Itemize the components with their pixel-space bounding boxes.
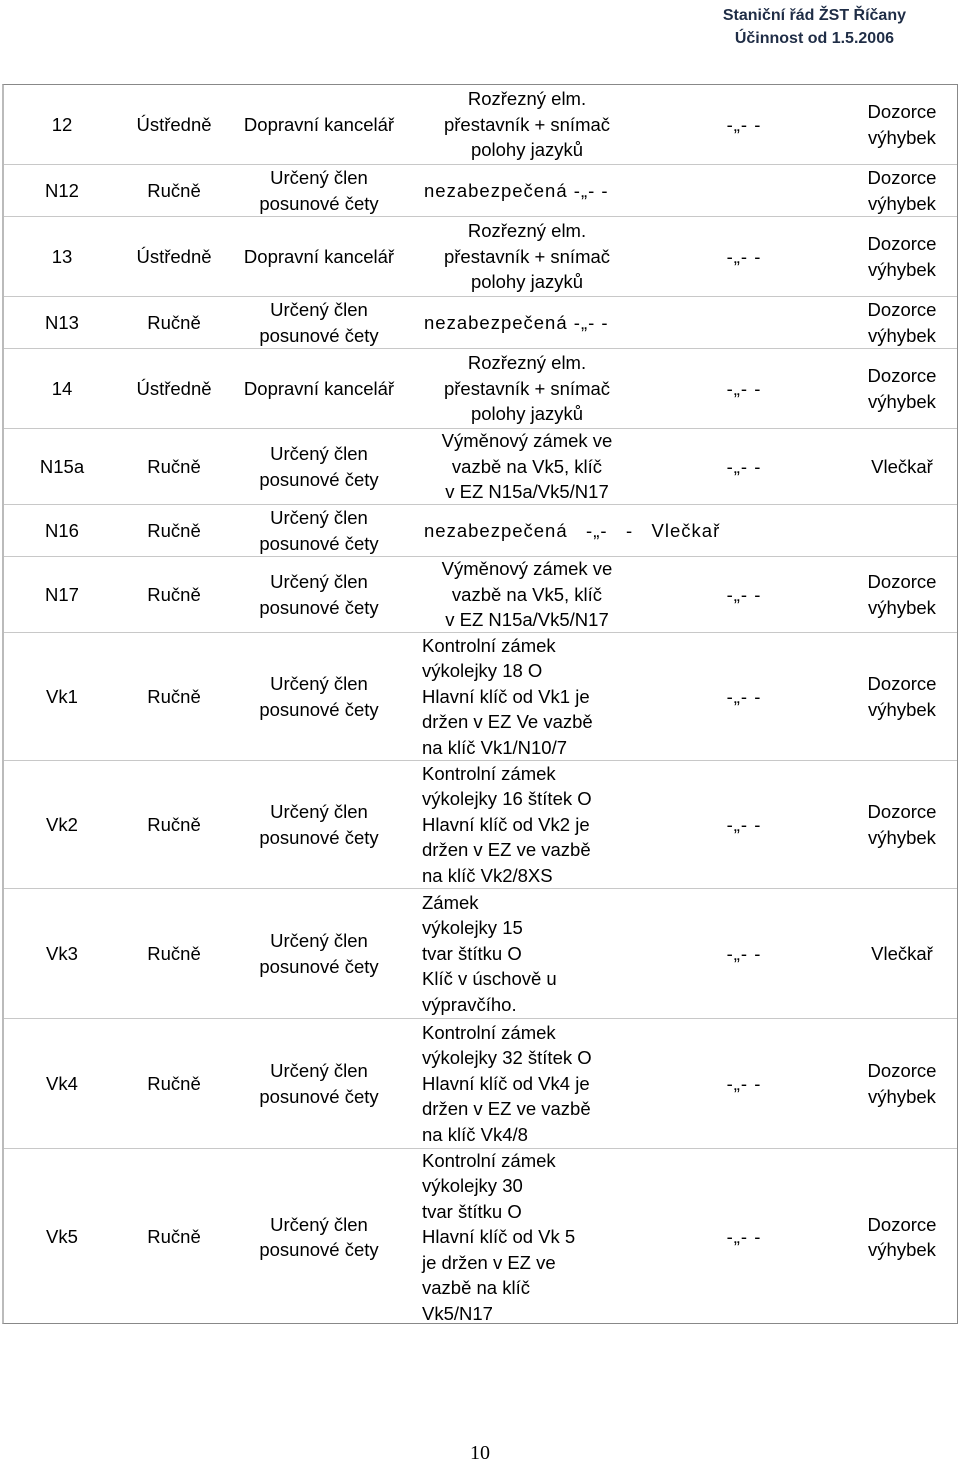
operated-from: Určený člen posunové čety [259, 167, 379, 214]
table-row [4, 349, 957, 429]
header-validity: Účinnost od 1.5.2006 [734, 30, 894, 47]
table-row [4, 889, 957, 1019]
ditto-mark: -„- - [726, 455, 762, 477]
page-header [723, 4, 906, 50]
page-number: 10 [470, 1442, 490, 1464]
responsible-person: Dozorce výhybek [867, 571, 937, 618]
table-row [4, 633, 957, 761]
ditto-mark: -„- - [726, 1072, 762, 1094]
switch-id: Vk3 [46, 942, 78, 964]
operated-from: Určený člen posunové čety [259, 571, 379, 618]
securing-method: Výměnový zámek ve vazbě na Vk5, klíč v EZ N15a/Vk5/N17 [441, 430, 613, 503]
table-row [4, 429, 957, 505]
securing-method: Kontrolní zámek výkolejky 16 štítek O Hlavní klíč od Vk2 je držen v EZ ve vazbě na klíč Vk2/8XS [422, 762, 592, 886]
ditto-mark: -„- - [726, 1226, 762, 1248]
operation-mode: Ručně [147, 1226, 201, 1248]
securing-method: Rozřezný elm. přestavník + snímač polohy jazyků [443, 352, 611, 425]
operation-mode: Ručně [147, 942, 201, 964]
operation-mode: Ústředně [136, 113, 212, 135]
responsible-person: Dozorce výhybek [867, 101, 937, 148]
switch-id: N17 [45, 583, 79, 605]
switch-id: 12 [51, 113, 73, 135]
table-row [4, 1019, 957, 1149]
responsible-person: Dozorce výhybek [867, 1213, 937, 1260]
ditto-mark: -„- - [726, 942, 762, 964]
switch-id: 13 [51, 245, 73, 267]
securing-method: nezabezpečená -„- - [424, 311, 609, 333]
table-row [4, 217, 957, 297]
table-row [4, 85, 957, 165]
responsible-person: Vlečkař [871, 455, 933, 477]
operated-from: Určený člen posunové čety [259, 1060, 379, 1107]
table-row [4, 1149, 957, 1325]
responsible-person: Dozorce výhybek [867, 801, 937, 848]
operated-from: Určený člen posunové čety [259, 801, 379, 848]
ditto-mark: -„- - [726, 583, 762, 605]
operation-mode: Ručně [147, 813, 201, 835]
switch-id: Vk5 [46, 1226, 78, 1248]
responsible-person: Dozorce výhybek [867, 167, 937, 214]
ditto-mark: -„- - [726, 813, 762, 835]
operated-from: Určený člen posunové čety [259, 299, 379, 346]
securing-method: nezabezpečená -„- - Vlečkař [424, 519, 721, 541]
table-row [4, 165, 957, 217]
operation-mode: Ručně [147, 583, 201, 605]
operated-from: Určený člen posunové čety [259, 507, 379, 554]
header-title: Staniční řád ŽST Říčany [722, 7, 906, 24]
operation-mode: Ručně [147, 455, 201, 477]
switch-id: Vk1 [46, 685, 78, 707]
responsible-person: Dozorce výhybek [867, 233, 937, 280]
switch-id: 14 [51, 377, 73, 399]
responsible-person: Dozorce výhybek [867, 365, 937, 412]
table-row [4, 505, 957, 557]
operation-mode: Ručně [147, 311, 201, 333]
securing-method: Výměnový zámek ve vazbě na Vk5, klíč v EZ N15a/Vk5/N17 [441, 558, 613, 631]
operation-mode: Ručně [147, 685, 201, 707]
responsible-person: Dozorce výhybek [867, 299, 937, 346]
responsible-person: Dozorce výhybek [867, 673, 937, 720]
table-row [4, 761, 957, 889]
securing-method: Kontrolní zámek výkolejky 32 štítek O Hlavní klíč od Vk4 je držen v EZ ve vazbě na klíč Vk4/8 [422, 1021, 592, 1145]
operated-from: Určený člen posunové čety [259, 443, 379, 490]
operation-mode: Ústředně [136, 377, 212, 399]
switch-table [2, 84, 958, 1324]
responsible-person: Dozorce výhybek [867, 1060, 937, 1107]
securing-method: Kontrolní zámek výkolejky 30 tvar štítku O Hlavní klíč od Vk 5 je držen v EZ ve vazbě na klíč Vk5/N17 [422, 1149, 576, 1324]
operated-from: Určený člen posunové čety [259, 673, 379, 720]
operation-mode: Ručně [147, 179, 201, 201]
operated-from: Určený člen posunové čety [259, 1213, 379, 1260]
table-row [4, 557, 957, 633]
switch-id: Vk4 [46, 1072, 78, 1094]
table-row [4, 297, 957, 349]
securing-method: nezabezpečená -„- - [424, 179, 609, 201]
switch-id: N12 [45, 179, 79, 201]
operated-from: Určený člen posunové čety [259, 930, 379, 977]
switch-id: N15a [39, 455, 85, 477]
operated-from: Dopravní kancelář [243, 245, 395, 267]
operation-mode: Ručně [147, 1072, 201, 1094]
switch-id: N16 [45, 519, 79, 541]
securing-method: Rozřezný elm. přestavník + snímač polohy jazyků [443, 220, 611, 293]
operation-mode: Ústředně [136, 245, 212, 267]
securing-method: Rozřezný elm. přestavník + snímač polohy jazyků [443, 88, 611, 161]
securing-method: Kontrolní zámek výkolejky 18 O Hlavní klíč od Vk1 je držen v EZ Ve vazbě na klíč Vk1/N10/7 [422, 634, 593, 758]
ditto-mark: -„- - [726, 377, 762, 399]
ditto-mark: -„- - [726, 685, 762, 707]
switch-id: N13 [45, 311, 79, 333]
operated-from: Dopravní kancelář [243, 113, 395, 135]
operated-from: Dopravní kancelář [243, 377, 395, 399]
operation-mode: Ručně [147, 519, 201, 541]
securing-method: Zámek výkolejky 15 tvar štítku O Klíč v úschově u výpravčího. [422, 891, 557, 1015]
responsible-person: Vlečkař [871, 942, 933, 964]
ditto-mark: -„- - [726, 113, 762, 135]
switch-id: Vk2 [46, 813, 78, 835]
ditto-mark: -„- - [726, 245, 762, 267]
